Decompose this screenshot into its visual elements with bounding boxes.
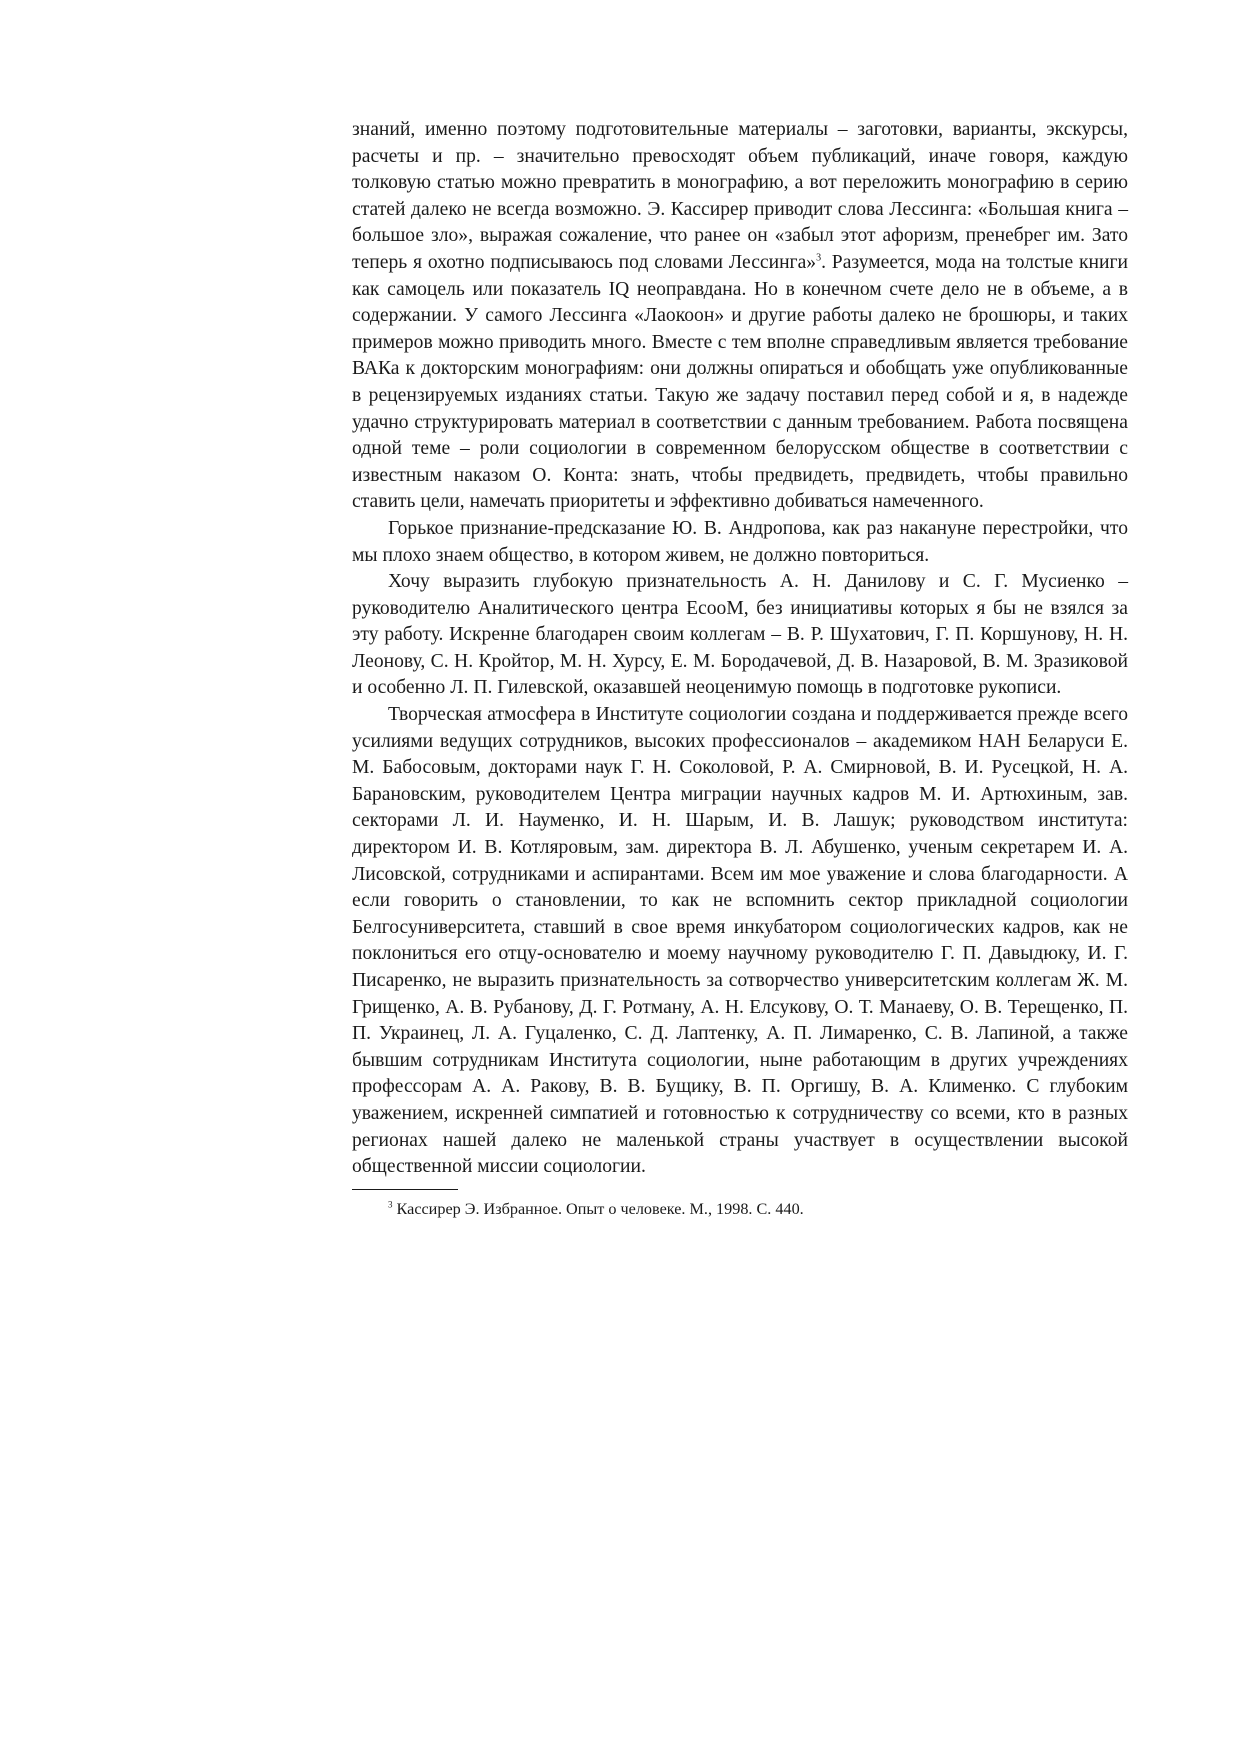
footnote-divider bbox=[352, 1189, 458, 1190]
paragraph-3: Хочу выразить глубокую признательность А. Н. Данилову и С. Г. Мусиенко – руководителю Аналитического центра EcooM, без инициативы которых я бы не взялся за эту работу. Искренне благодарен своим коллегам – В. Р. Шухатович, Г. П. Коршунову, Н. Н. Леонову, С. Н. Кройтор, М. Н. Хурсу, Е. М. Бородачевой, Д. В. Назаровой, В. М. Зразиковой и особенно Л. П. Гилевской, оказавшей неоценимую помощь в подготовке рукописи. bbox=[352, 571, 1128, 699]
paragraph-4: Творческая атмосфера в Институте социологии создана и поддерживается прежде всего усилиями ведущих сотрудников, высоких профессионалов – академиком НАН Беларуси Е. М. Бабосовым, докторами наук Г. Н. Соколовой, Р. А. Смирновой, В. И. Русецкой, Н. А. Барановским, руководителем Центра миграции научных кадров М. И. Артюхиным, зав. секторами Л. И. Науменко, И. Н. Шарым, И. В. Лашук; руководством института: директором И. В. Котляровым, зам. директора В. Л. Абушенко, ученым секретарем И. А. Лисовской, сотрудниками и аспирантами. Всем им мое уважение и слова благодарности. А если говорить о становлении, то как не вспомнить сектор прикладной социологии Белгосуниверситета, ставший в свое время инкубатором социологических кадров, как не поклониться его отцу-основателю и моему научному руководителю Г. П. Давыдюку, И. Г. Писаренко, не выразить признательность за сотворчество университетским коллегам Ж. М. Грищенко, А. В. Рубанову, Д. Г. Ротману, А. Н. Елсукову, О. Т. Манаеву, О. В. Терещенко, П. П. Украинец, Л. А. Гуцаленко, С. Д. Лаптенку, А. П. Лимаренко, С. В. Лапиной, а также бывшим сотрудникам Института социологии, ныне работающим в других учреждениях профессорам А. А. Ракову, В. В. Бущику, В. П. Оргишу, В. А. Клименко. С глубоким уважением, искренней симпатией и готовностью к сотрудничеству со всеми, кто в разных регионах нашей далеко не маленькой страны участвует в осуществлении высокой общественной миссии социологии. bbox=[352, 704, 1128, 1178]
paragraph-1-text-b: . Разумеется, мода на толстые книги как самоцель или показатель IQ неоправдана. Но в конечном счете дело не в объеме, а в содержании. У самого Лессинга «Лаокоон» и другие работы далеко не брошюры, и таких примеров можно приводить много. Вместе с тем вполне справедливым является требование ВАКа к докторским монографиям: они должны опираться и обобщать уже опубликованные в рецензируемых изданиях статьи. Такую же задачу поставил перед собой и я, в надежде удачно структурировать материал в соответствии с данным требованием. Работа посвящена одной теме – роли социологии в современном белорусском обществе в соответствии с известным наказом О. Конта: знать, чтобы предвидеть, предвидеть, чтобы правильно ставить цели, намечать приоритеты и эффективно добиваться намеченного. bbox=[352, 251, 1128, 513]
paragraph-1 bbox=[352, 117, 1128, 516]
footnote-ref-3[interactable]: 3 bbox=[816, 252, 822, 264]
footnote-text: Кассирер Э. Избранное. Опыт о человеке. М., 1998. С. 440. bbox=[392, 1199, 804, 1218]
footnote-marker: 3 bbox=[388, 1199, 393, 1210]
footnote-3 bbox=[352, 1199, 1128, 1220]
paragraph-2: Горькое признание-предсказание Ю. В. Андропова, как раз накануне перестройки, что мы плохо знаем общество, в котором живем, не должно повториться. bbox=[352, 517, 1128, 566]
page-body bbox=[352, 117, 1128, 1220]
paragraph-1-text-a: знаний, именно поэтому подготовительные материалы – заготовки, варианты, экскурсы, расчеты и пр. – значительно превосходят объем публикаций, иначе говоря, каждую толковую статью можно превратить в монографию, а вот переложить монографию в серию статей далеко не всегда возможно. Э. Кассирер приводит слова Лессинга: «Большая книга – большое зло», выражая сожаление, что ранее он «забыл этот афоризм, пренебрег им. Зато теперь я охотно подписываюсь под словами Лессинга» bbox=[352, 119, 1128, 273]
